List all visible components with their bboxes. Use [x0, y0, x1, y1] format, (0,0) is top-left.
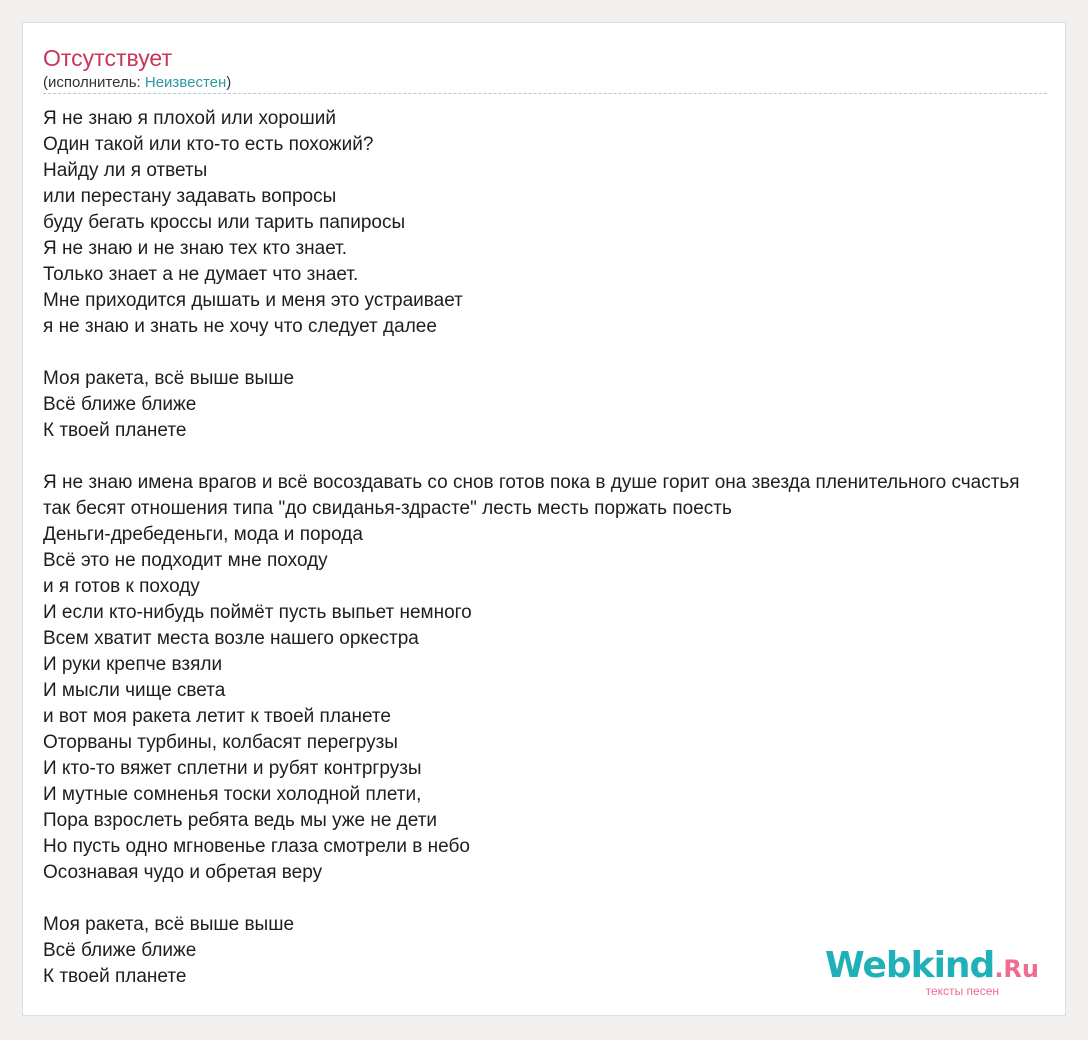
lyric-line: так бесят отношения типа "до свиданья-здрасте" лесть месть поржать поесть: [43, 498, 732, 519]
lyric-line: К твоей планете: [43, 420, 187, 441]
lyric-line: Всё ближе ближе: [43, 394, 197, 415]
lyrics-text: [43, 106, 1066, 990]
lyric-line: Оторваны турбины, колбасят перегрузы: [43, 732, 398, 753]
artist-link[interactable]: Неизвестен: [144, 74, 227, 91]
logo-wordmark: [825, 945, 1039, 987]
lyric-line: Мне приходится дышать и меня это устраивает: [43, 290, 463, 311]
artist-suffix: ): [226, 74, 232, 91]
lyric-line: И мутные сомненья тоски холодной плети,: [43, 784, 422, 805]
stanza-gap: [43, 340, 1066, 366]
site-logo[interactable]: [825, 945, 1039, 998]
song-title: Отсутствует: [43, 45, 172, 71]
lyric-line: Всем хватит места возле нашего оркестра: [43, 628, 419, 649]
logo-name: Webkind: [825, 945, 995, 986]
stanza-gap: [43, 886, 1066, 912]
lyric-line: Моя ракета, всё выше выше: [43, 368, 295, 389]
lyric-line: Деньги-дребеденьги, мода и порода: [43, 524, 363, 545]
lyric-line: И если кто-нибудь поймёт пусть выпьет немного: [43, 602, 472, 623]
lyric-line: и вот моя ракета летит к твоей планете: [43, 706, 391, 727]
lyric-line: Найду ли я ответы: [43, 160, 208, 181]
lyric-line: Моя ракета, всё выше выше: [43, 914, 295, 935]
header-divider: [43, 93, 1047, 94]
stanza-gap: [43, 444, 1066, 470]
lyric-line: И мысли чище света: [43, 680, 226, 701]
lyric-line: Но пусть одно мгновенье глаза смотрели в небо: [43, 836, 470, 857]
lyric-line: я не знаю и знать не хочу что следует далее: [43, 316, 437, 337]
artist-prefix: (исполнитель:: [43, 74, 145, 91]
logo-tld: .Ru: [994, 955, 1039, 983]
lyrics-card: [22, 22, 1066, 1016]
lyric-line: или перестану задавать вопросы: [43, 186, 337, 207]
lyric-line: И кто-то вяжет сплетни и рубят контргрузы: [43, 758, 422, 779]
lyric-line: Я не знаю и не знаю тех кто знает.: [43, 238, 348, 259]
artist-line: [43, 73, 231, 93]
logo-tagline: тексты песен: [925, 984, 999, 998]
lyric-line: И руки крепче взяли: [43, 654, 223, 675]
lyric-line: Я не знаю я плохой или хороший: [43, 108, 336, 129]
lyric-line: буду бегать кроссы или тарить папиросы: [43, 212, 406, 233]
lyric-line: К твоей планете: [43, 966, 187, 987]
lyric-line: Только знает а не думает что знает.: [43, 264, 359, 285]
lyric-line: и я готов к походу: [43, 576, 200, 597]
lyric-line: Один такой или кто-то есть похожий?: [43, 134, 374, 155]
lyric-line: Я не знаю имена врагов и всё восоздавать со снов готов пока в душе горит она звезда пленительного счастья: [43, 472, 1020, 493]
lyric-line: Пора взрослеть ребята ведь мы уже не дети: [43, 810, 438, 831]
lyric-line: Всё ближе ближе: [43, 940, 197, 961]
lyric-line: Осознавая чудо и обретая веру: [43, 862, 323, 883]
lyric-line: Всё это не подходит мне походу: [43, 550, 328, 571]
